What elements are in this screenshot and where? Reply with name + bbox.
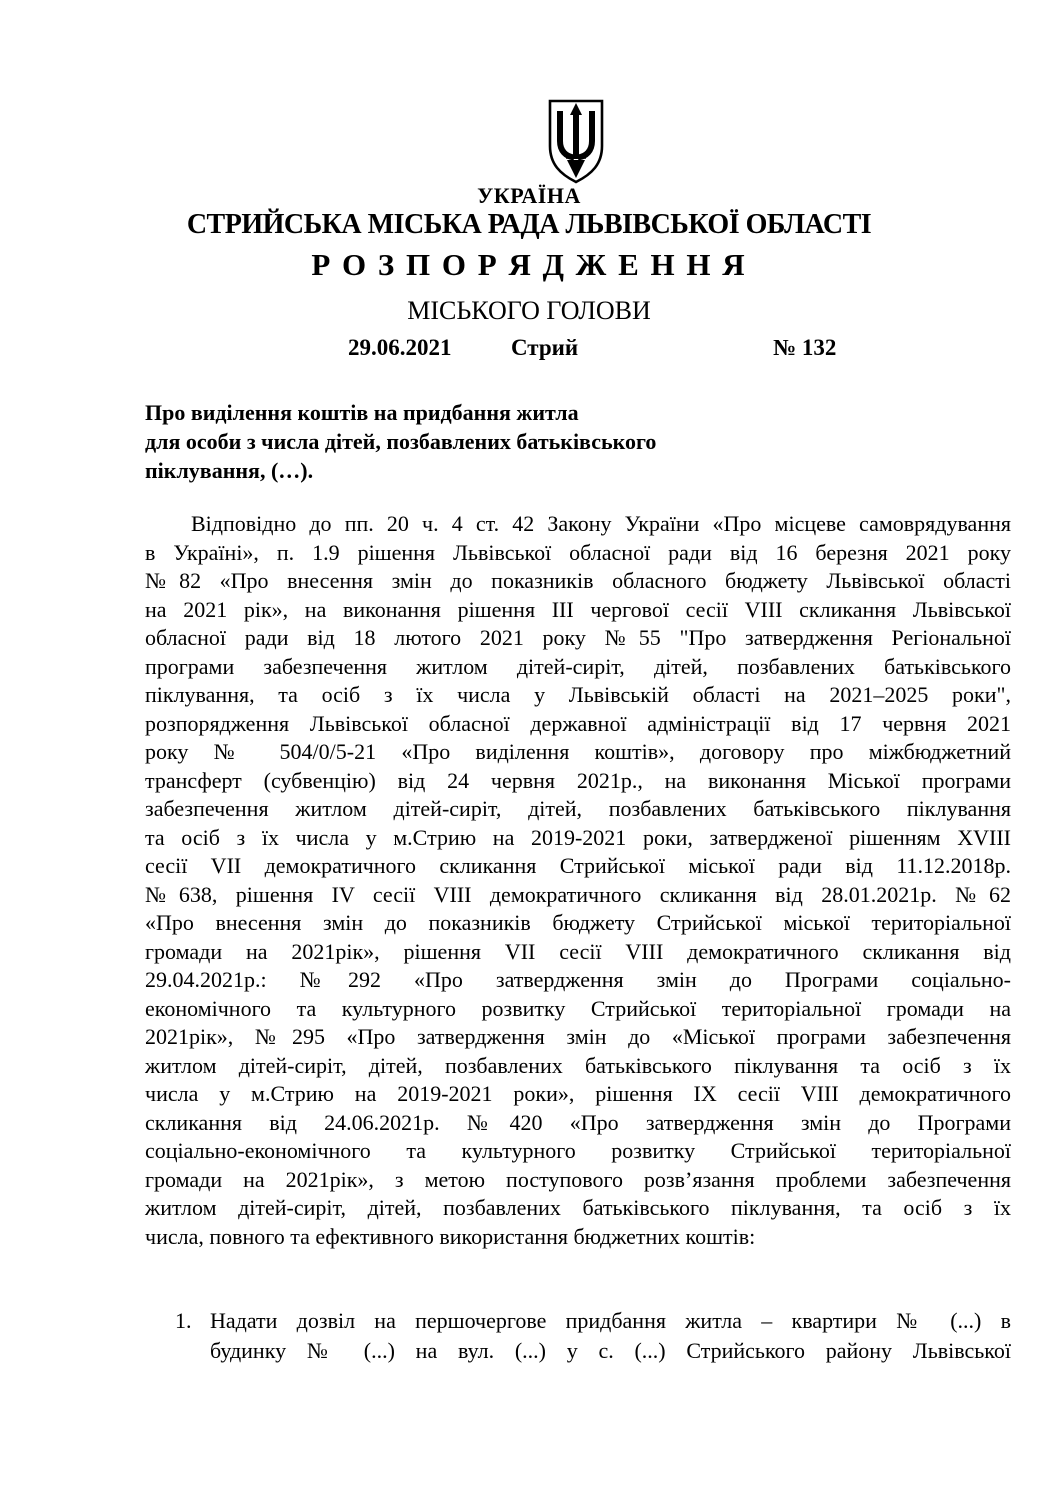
doc-date: 29.06.2021 <box>348 335 452 360</box>
doc-subtype-title: МІСЬКОГО ГОЛОВИ <box>407 296 651 325</box>
country-name: УКРАЇНА <box>477 183 581 208</box>
body-line: «Про внесення змін до показників бюджету Стрийської міської територіальної <box>145 910 1011 935</box>
body-line: №638, рішення IV сесії VIII демократичного скликання від 28.01.2021р. №62 <box>145 881 1011 907</box>
subject-line: піклування, (…). <box>145 458 314 483</box>
body-line: числа у м.Стрию на 2019-2021 роки», рішення IX сесії VIII демократичного <box>145 1081 1011 1106</box>
body-line: житлом дітей-сиріт, дітей, позбавлених батьківського піклування, та осіб з їх <box>145 1195 1011 1220</box>
ordered-item-1 <box>175 1306 1011 1365</box>
body-line: економічного та культурного розвитку Стрийської територіальної громади на <box>145 995 1011 1021</box>
body-line: забезпечення житлом дітей-сиріт, дітей, позбавлених батьківського піклування <box>145 796 1011 821</box>
body-line: №82 «Про внесення змін до показників обласного бюджету Львівської області <box>145 568 1011 593</box>
doc-type-title: Р О З П О Р Я Д Ж Е Н Н Я <box>311 247 747 282</box>
body-line: скликання від 24.06.2021р. №420 «Про затвердження змін до Програми <box>145 1109 1011 1135</box>
body-line: 29.04.2021р.: №292 «Про затвердження змін до Програми соціально- <box>145 967 1011 992</box>
list-marker: 1. <box>175 1308 192 1333</box>
body-line: громади на 2021рік», рішення VII сесії VIII демократичного скликання від <box>145 938 1011 964</box>
body-line: обласної ради від 18 лютого 2021 року №55 "Про затвердження Регіональної <box>145 625 1011 650</box>
body-line: числа, повного та ефективного використання бюджетних коштів: <box>145 1223 756 1249</box>
body-line: громади на 2021рік», з метою поступового розв’язання проблеми забезпечення <box>145 1166 1011 1192</box>
org-name: СТРИЙСЬКА МІСЬКА РАДА ЛЬВІВСЬКОЇ ОБЛАСТІ <box>186 209 872 240</box>
body-line: сесії VII демократичного скликання Стрийської міської ради від 11.12.2018р. <box>145 853 1011 878</box>
doc-number: № 132 <box>773 335 837 360</box>
doc-city: Стрий <box>511 335 579 360</box>
body-line: Відповідно до пп. 20 ч. 4 ст. 42 Закону України «Про місцеве самоврядування <box>191 511 1011 536</box>
body-line: піклування, та осіб з їх числа у Львівській області на 2021–2025 роки", <box>145 682 1011 707</box>
body-line: 2021рік», №295 «Про затвердження змін до «Міської програми забезпечення <box>145 1024 1011 1049</box>
ukraine-trident-emblem <box>547 99 605 185</box>
body-line: в Україні», п. 1.9 рішення Львівської обласної ради від 16 березня 2021 року <box>145 539 1011 565</box>
body-line: житлом дітей-сиріт, дітей, позбавлених батьківського піклування та осіб з їх <box>145 1052 1011 1078</box>
body-paragraph <box>145 510 1011 1251</box>
subject-line: для особи з числа дітей, позбавлених батьківського <box>145 429 657 454</box>
body-line: соціально-економічного та культурного розвитку Стрийської територіальної <box>145 1138 1011 1163</box>
subject-line: Про виділення коштів на придбання житла <box>145 400 579 425</box>
body-line: на 2021 рік», на виконання рішення ІІІ чергової сесії VIII скликання Львівської <box>145 596 1011 622</box>
dateline <box>0 335 1058 365</box>
subject-block <box>145 398 845 485</box>
body-line: програми забезпечення житлом дітей-сиріт, дітей, позбавлених батьківського <box>145 653 1011 679</box>
list-line: Надати дозвіл на першочергове придбання житла – квартири № (...) в <box>210 1308 1011 1333</box>
body-line: трансферт (субвенцію) від 24 червня 2021р., на виконання Міської програми <box>145 767 1011 793</box>
list-line: будинку № (...) на вул. (...) у с. (...) Стрийського району Львівської <box>210 1337 1011 1363</box>
body-line: та осіб з їх числа у м.Стрию на 2019-2021 роки, затвердженої рішенням XVIII <box>145 824 1011 850</box>
body-line: розпорядження Львівської обласної державної адміністрації від 17 червня 2021 <box>145 710 1011 736</box>
body-line: року № 504/0/5-21 «Про виділення коштів», договору про міжбюджетний <box>145 739 1011 764</box>
